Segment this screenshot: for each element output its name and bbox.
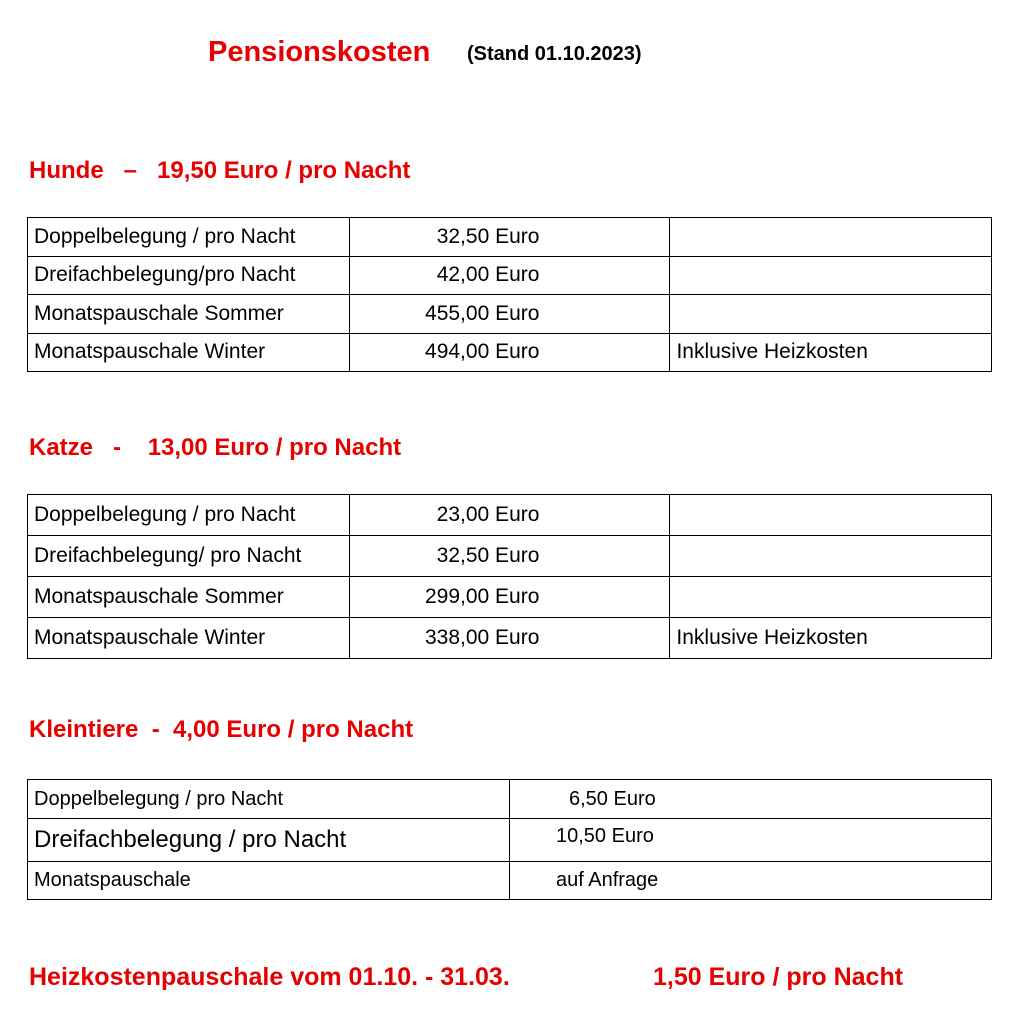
row-price: 10,50 Euro [510,819,992,862]
price-table-hunde [27,217,992,372]
row-note [670,218,992,257]
section-heading-hunde: Hunde – 19,50 Euro / pro Nacht [29,157,411,184]
row-note: Inklusive Heizkosten [670,618,992,659]
row-price: 32,50 Euro [349,218,670,257]
row-label: Monatspauschale [28,862,510,900]
section-heading-kleintiere: Kleintiere - 4,00 Euro / pro Nacht [29,716,414,743]
row-label: Monatspauschale Winter [28,618,350,659]
row-label: Dreifachbelegung/pro Nacht [28,256,350,295]
table-row [28,295,992,334]
heating-surcharge-price: 1,50 Euro / pro Nacht [653,963,904,991]
table-row [28,862,992,900]
row-label: Monatspauschale Sommer [28,577,350,618]
price-table-katze [27,494,992,659]
table-row [28,256,992,295]
row-price: 299,00 Euro [349,577,670,618]
row-note [670,495,992,536]
section-heading-katze: Katze - 13,00 Euro / pro Nacht [29,434,402,461]
row-label: Dreifachbelegung/ pro Nacht [28,536,350,577]
table-row [28,536,992,577]
row-label: Doppelbelegung / pro Nacht [28,495,350,536]
row-note: Inklusive Heizkosten [670,333,992,372]
row-price: 338,00 Euro [349,618,670,659]
row-note [670,295,992,334]
row-price: 455,00 Euro [349,295,670,334]
row-price: 494,00 Euro [349,333,670,372]
price-table-kleintiere [27,779,992,900]
table-row [28,218,992,257]
page-title: Pensionskosten [208,36,431,68]
table-row [28,333,992,372]
row-price: auf Anfrage [510,862,992,900]
row-label: Doppelbelegung / pro Nacht [28,218,350,257]
table-row [28,780,992,819]
row-price: 23,00 Euro [349,495,670,536]
row-price: 6,50 Euro [510,780,992,819]
table-row [28,577,992,618]
row-note [670,536,992,577]
table-row [28,819,992,862]
row-note [670,577,992,618]
table-row [28,618,992,659]
row-price: 42,00 Euro [349,256,670,295]
row-label: Doppelbelegung / pro Nacht [28,780,510,819]
row-price: 32,50 Euro [349,536,670,577]
stand-date: (Stand 01.10.2023) [467,43,642,65]
row-label: Monatspauschale Sommer [28,295,350,334]
table-row [28,495,992,536]
heating-surcharge-label: Heizkostenpauschale vom 01.10. - 31.03. [29,963,510,991]
row-label: Monatspauschale Winter [28,333,350,372]
row-note [670,256,992,295]
row-label: Dreifachbelegung / pro Nacht [28,819,510,862]
